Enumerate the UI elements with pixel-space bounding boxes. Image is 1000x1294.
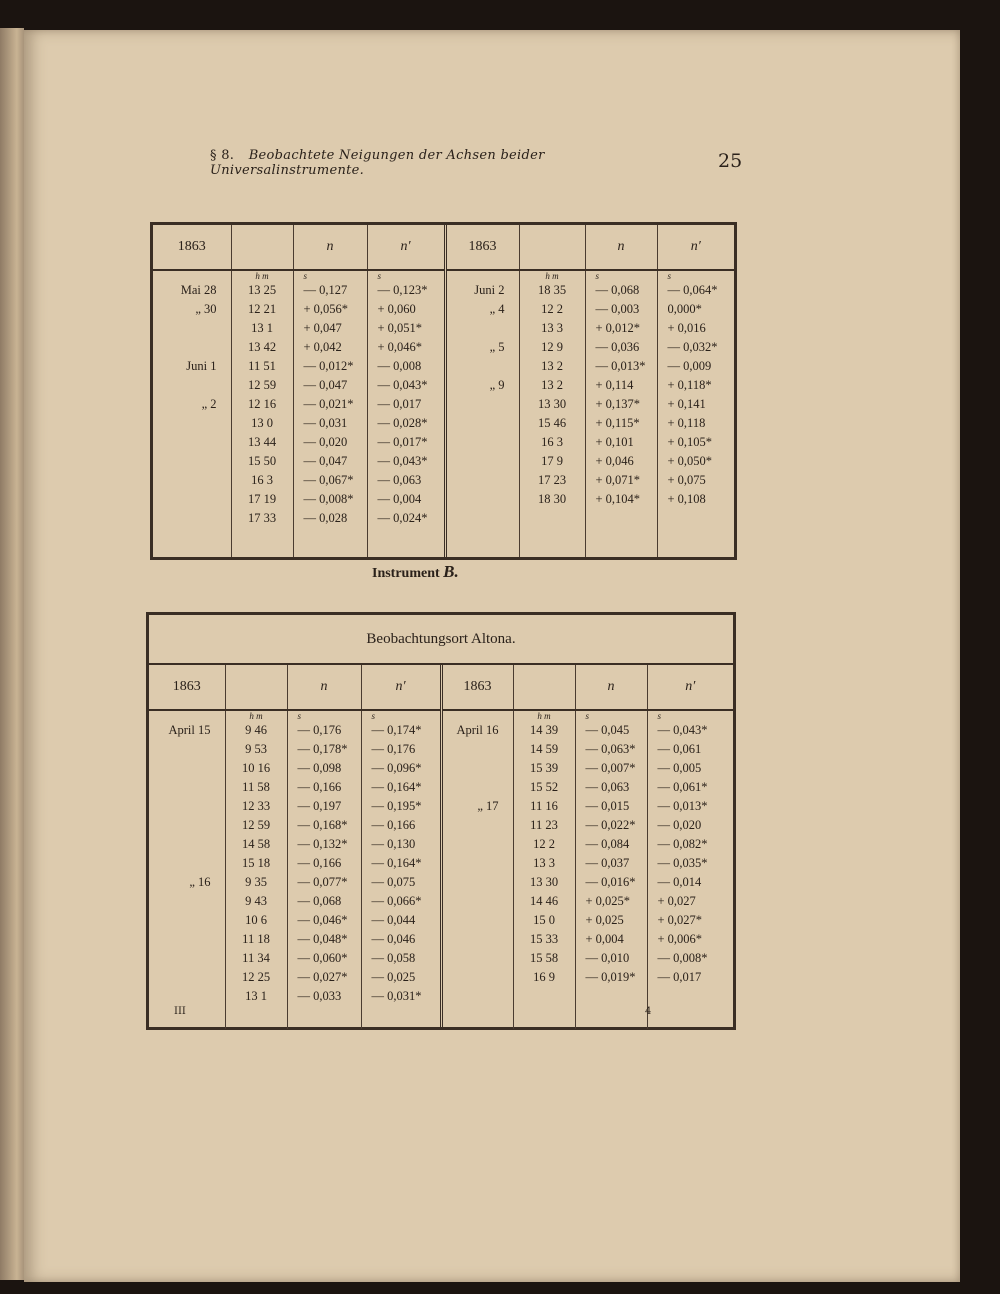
table-cell: — 0,027*: [297, 970, 348, 984]
table-cell: „ 9: [489, 378, 505, 392]
table-cell: „ 2: [201, 397, 217, 411]
table-cell: + 0,104*: [595, 492, 641, 506]
table-cell: — 0,012*: [303, 359, 354, 373]
table-cell: 17 33: [247, 511, 277, 525]
header-n: n: [585, 225, 657, 270]
table-cell: — 0,025: [371, 970, 416, 984]
unit-label: s: [585, 711, 590, 721]
table-cell: + 0,004: [585, 932, 624, 946]
table-cell: + 0,118*: [667, 378, 712, 392]
table-cell: 12 9: [541, 340, 563, 354]
table-cell: 15 52: [529, 780, 559, 794]
table-cell: 18 35: [537, 283, 567, 297]
col-n: [287, 710, 361, 1029]
header-time: [231, 225, 293, 270]
table-cell: + 0,141: [667, 397, 706, 411]
table-cell: [443, 949, 513, 968]
table-cell: — 0,014: [657, 875, 702, 889]
table-cell: [648, 987, 734, 1006]
table-cell: — 0,063: [585, 780, 630, 794]
table-cell: [447, 433, 519, 452]
table-cell: — 0,016*: [585, 875, 636, 889]
table-cell: — 0,007*: [585, 761, 636, 775]
table-cell: 11 34: [242, 951, 270, 965]
table-cell: [443, 911, 513, 930]
col-dates: [149, 710, 225, 1029]
table-cell: [149, 968, 225, 987]
col-dates: [153, 270, 231, 557]
table-cell: 15 39: [529, 761, 559, 775]
table-cell: 13 44: [247, 435, 277, 449]
table-cell: — 0,048*: [297, 932, 348, 946]
table-cell: — 0,060*: [297, 951, 348, 965]
table-cell: Juni 1: [186, 359, 217, 373]
table-cell: 13 3: [533, 856, 555, 870]
table-cell: „ 30: [195, 302, 217, 316]
unit-label: s: [297, 711, 302, 721]
table-cell: [153, 376, 231, 395]
table-cell: 15 0: [533, 913, 555, 927]
table-header-row: [153, 225, 734, 270]
table-cell: — 0,015: [585, 799, 630, 813]
table-cell: + 0,050*: [667, 454, 713, 468]
col-times: [513, 710, 575, 1029]
table-cell: + 0,012*: [595, 321, 641, 335]
table-cell: 14 46: [529, 894, 559, 908]
table-cell: 17 9: [541, 454, 563, 468]
table-cell: — 0,066*: [371, 894, 422, 908]
unit-label: s: [595, 271, 600, 281]
table-cell: [447, 357, 519, 376]
table-cell: + 0,101: [595, 435, 634, 449]
table-cell: Mai 28: [180, 283, 217, 297]
header-time: [519, 225, 585, 270]
table-cell: [149, 854, 225, 873]
unit-label: h m: [545, 271, 559, 281]
col-n-prime: [367, 270, 445, 557]
table-cell: — 0,017: [377, 397, 422, 411]
unit-label: h m: [537, 711, 551, 721]
table-cell: + 0,006*: [657, 932, 703, 946]
table-cell: + 0,137*: [595, 397, 641, 411]
table-cell: + 0,060: [377, 302, 416, 316]
table-cell: [149, 949, 225, 968]
table-cell: 13 1: [245, 989, 267, 1003]
table-cell: + 0,108: [667, 492, 706, 506]
unit-label: h m: [255, 271, 269, 281]
table-cell: [149, 911, 225, 930]
table-cell: — 0,168*: [297, 818, 348, 832]
table-cell: — 0,096*: [371, 761, 422, 775]
table-cell: [153, 509, 231, 528]
table-cell: [443, 835, 513, 854]
table-cell: — 0,075: [371, 875, 416, 889]
table-cell: 12 2: [541, 302, 563, 316]
table-cell: April 15: [168, 723, 211, 737]
table-cell: [149, 759, 225, 778]
table-caption: Beobachtungsort Altona.: [149, 615, 733, 665]
table-cell: [443, 987, 513, 1006]
table-cell: 10 16: [241, 761, 271, 775]
table-cell: „ 16: [189, 875, 211, 889]
instrument-heading: [372, 562, 459, 582]
table-cell: + 0,042: [303, 340, 342, 354]
unit-label: s: [667, 271, 672, 281]
table-cell: — 0,022*: [585, 818, 636, 832]
table-cell: [576, 987, 647, 1006]
table-cell: 16 3: [251, 473, 273, 487]
table-cell: 16 9: [533, 970, 555, 984]
table-cell: — 0,020: [657, 818, 702, 832]
col-times: [519, 270, 585, 557]
table-cell: 11 16: [530, 799, 558, 813]
table-cell: 11 58: [242, 780, 270, 794]
sheet-number: 4: [645, 1006, 652, 1017]
table-cell: — 0,031*: [371, 989, 422, 1003]
table-cell: — 0,017: [657, 970, 702, 984]
table-cell: — 0,098: [297, 761, 342, 775]
table-cell: 13 2: [541, 359, 563, 373]
table-cell: + 0,115*: [595, 416, 640, 430]
table-cell: [447, 471, 519, 490]
table-cell: [149, 797, 225, 816]
table-cell: + 0,027*: [657, 913, 703, 927]
instrument-letter: B.: [443, 562, 459, 581]
header-n: n: [293, 225, 367, 270]
header-n-prime: n′: [361, 665, 441, 710]
table-cell: 9 35: [245, 875, 267, 889]
header-n-prime: n′: [367, 225, 445, 270]
table-cell: + 0,047: [303, 321, 342, 335]
table-cell: — 0,013*: [657, 799, 708, 813]
table-cell: [149, 778, 225, 797]
table-body-row: [153, 270, 734, 557]
table-cell: [443, 816, 513, 835]
unit-spacer: [153, 271, 231, 281]
table-cell: — 0,021*: [303, 397, 354, 411]
table-cell: [443, 968, 513, 987]
table-cell: 13 30: [529, 875, 559, 889]
table-cell: + 0,114: [595, 378, 634, 392]
table-cell: + 0,056*: [303, 302, 349, 316]
unit-spacer: [149, 711, 225, 721]
table-cell: + 0,105*: [667, 435, 713, 449]
table-cell: — 0,047: [303, 454, 348, 468]
unit-spacer: [443, 711, 513, 721]
table-cell: — 0,046: [371, 932, 416, 946]
table-cell: — 0,031: [303, 416, 348, 430]
table-cell: — 0,043*: [377, 378, 428, 392]
col-n-prime: [647, 710, 733, 1029]
col-times: [225, 710, 287, 1029]
col-dates: [441, 710, 513, 1029]
header-time: [225, 665, 287, 710]
table-cell: April 16: [456, 723, 499, 737]
table-cell: + 0,051*: [377, 321, 423, 335]
table-cell: — 0,178*: [297, 742, 348, 756]
col-n-prime: [361, 710, 441, 1029]
table-cell: [447, 490, 519, 509]
unit-spacer: [447, 271, 519, 281]
table-cell: 13 30: [537, 397, 567, 411]
table-cell: — 0,084: [585, 837, 630, 851]
table-cell: — 0,164*: [371, 856, 422, 870]
table-cell: — 0,043*: [657, 723, 708, 737]
table-cell: + 0,025*: [585, 894, 631, 908]
table-cell: — 0,028: [303, 511, 348, 525]
table-instrument-a: [150, 222, 737, 560]
table-cell: — 0,197: [297, 799, 342, 813]
table-cell: + 0,046*: [377, 340, 423, 354]
table-cell: — 0,195*: [371, 799, 422, 813]
table-cell: [520, 509, 585, 528]
table-cell: — 0,035*: [657, 856, 708, 870]
unit-label: s: [377, 271, 382, 281]
table-cell: 11 23: [530, 818, 558, 832]
table-cell: „ 17: [477, 799, 499, 813]
table-header-row: [149, 665, 733, 710]
table-cell: — 0,047: [303, 378, 348, 392]
table-cell: — 0,061: [657, 742, 702, 756]
table-cell: 18 30: [537, 492, 567, 506]
table-cell: 12 21: [247, 302, 277, 316]
table-cell: — 0,166: [297, 856, 342, 870]
table-cell: [153, 433, 231, 452]
table-cell: [149, 816, 225, 835]
table-cell: 13 25: [247, 283, 277, 297]
table-cell: — 0,043*: [377, 454, 428, 468]
table-cell: [447, 414, 519, 433]
header-time: [513, 665, 575, 710]
table-cell: — 0,045: [585, 723, 630, 737]
running-title: Beobachtete Neigungen der Achsen beider Universalinstrumente.: [210, 148, 545, 178]
table-cell: 13 0: [251, 416, 273, 430]
table-cell: „ 5: [489, 340, 505, 354]
table-cell: — 0,008*: [657, 951, 708, 965]
col-n: [575, 710, 647, 1029]
table-cell: — 0,132*: [297, 837, 348, 851]
table-cell: Juni 2: [474, 283, 505, 297]
table-cell: — 0,063*: [585, 742, 636, 756]
table-cell: — 0,176: [297, 723, 342, 737]
table-cell: [586, 509, 657, 528]
table-cell: [447, 452, 519, 471]
table-cell: [149, 892, 225, 911]
table-cell: — 0,019*: [585, 970, 636, 984]
table-cell: — 0,013*: [595, 359, 646, 373]
table-cell: — 0,020: [303, 435, 348, 449]
table-cell: — 0,037: [585, 856, 630, 870]
table-cell: — 0,068: [595, 283, 640, 297]
table-cell: + 0,025: [585, 913, 624, 927]
table-cell: [153, 338, 231, 357]
table-cell: 13 2: [541, 378, 563, 392]
table-cell: — 0,004: [377, 492, 422, 506]
table-cell: — 0,164*: [371, 780, 422, 794]
table-cell: [443, 740, 513, 759]
signature-mark: III: [174, 1006, 186, 1017]
table-cell: [443, 873, 513, 892]
col-n: [585, 270, 657, 557]
table-cell: [443, 930, 513, 949]
table-cell: + 0,071*: [595, 473, 641, 487]
table-cell: 13 1: [251, 321, 273, 335]
col-times: [231, 270, 293, 557]
table-cell: — 0,024*: [377, 511, 428, 525]
table-cell: [149, 987, 225, 1006]
table-cell: — 0,127: [303, 283, 348, 297]
table-cell: — 0,130: [371, 837, 416, 851]
table-cell: — 0,068: [297, 894, 342, 908]
facing-page-edge: [0, 28, 24, 1280]
table-cell: 0,000*: [667, 302, 702, 316]
table-cell: [149, 835, 225, 854]
table-cell: 10 6: [245, 913, 267, 927]
table-cell: — 0,166: [371, 818, 416, 832]
table-cell: — 0,174*: [371, 723, 422, 737]
table-cell: [153, 471, 231, 490]
table-cell: — 0,008*: [303, 492, 354, 506]
unit-label: s: [371, 711, 376, 721]
table-cell: 9 46: [245, 723, 267, 737]
table-cell: 15 58: [529, 951, 559, 965]
table-cell: „ 4: [489, 302, 505, 316]
table-cell: — 0,061*: [657, 780, 708, 794]
table-cell: 12 33: [241, 799, 271, 813]
table-cell: 16 3: [541, 435, 563, 449]
table-cell: + 0,027: [657, 894, 696, 908]
table-instrument-b: [146, 612, 736, 1030]
col-n: [293, 270, 367, 557]
table-cell: — 0,009: [667, 359, 712, 373]
table-cell: 11 18: [242, 932, 270, 946]
table-cell: — 0,044: [371, 913, 416, 927]
table-cell: [658, 509, 735, 528]
table-cell: — 0,028*: [377, 416, 428, 430]
table-cell: 9 43: [245, 894, 267, 908]
table-cell: 17 23: [537, 473, 567, 487]
instrument-label: Instrument: [372, 566, 440, 581]
table-cell: — 0,082*: [657, 837, 708, 851]
table-cell: — 0,063: [377, 473, 422, 487]
table-cell: 15 46: [537, 416, 567, 430]
table-cell: + 0,016: [667, 321, 706, 335]
table-cell: 14 39: [529, 723, 559, 737]
table-body-row: [149, 710, 733, 1029]
table-cell: + 0,075: [667, 473, 706, 487]
table-cell: — 0,032*: [667, 340, 718, 354]
table-cell: 14 59: [529, 742, 559, 756]
table-cell: — 0,058: [371, 951, 416, 965]
table-cell: — 0,176: [371, 742, 416, 756]
table-cell: — 0,046*: [297, 913, 348, 927]
running-head: [210, 148, 690, 178]
table-cell: 15 50: [247, 454, 277, 468]
table-cell: 13 42: [247, 340, 277, 354]
table-cell: — 0,067*: [303, 473, 354, 487]
col-dates: [445, 270, 519, 557]
table-cell: [153, 414, 231, 433]
table-cell: [443, 778, 513, 797]
col-n-prime: [657, 270, 734, 557]
table-cell: — 0,008: [377, 359, 422, 373]
header-n-prime: n′: [657, 225, 734, 270]
table-cell: — 0,166: [297, 780, 342, 794]
table-cell: [149, 740, 225, 759]
table-cell: + 0,046: [595, 454, 634, 468]
table-cell: 14 58: [241, 837, 271, 851]
table-cell: 12 2: [533, 837, 555, 851]
table-cell: + 0,118: [667, 416, 706, 430]
header-year: 1863: [149, 665, 225, 710]
table-cell: — 0,010: [585, 951, 630, 965]
table-cell: 17 19: [247, 492, 277, 506]
table-cell: [443, 759, 513, 778]
unit-label: h m: [249, 711, 263, 721]
table-cell: [443, 854, 513, 873]
table-cell: 12 25: [241, 970, 271, 984]
table-cell: — 0,005: [657, 761, 702, 775]
section-number: § 8.: [210, 148, 235, 163]
table-cell: [447, 509, 519, 528]
table-cell: 11 51: [248, 359, 276, 373]
header-n: n: [575, 665, 647, 710]
header-year: 1863: [445, 225, 519, 270]
table-cell: 9 53: [245, 742, 267, 756]
table-cell: 15 33: [529, 932, 559, 946]
table-cell: — 0,036: [595, 340, 640, 354]
header-year: 1863: [153, 225, 231, 270]
table-cell: — 0,003: [595, 302, 640, 316]
table-cell: [149, 930, 225, 949]
table-cell: — 0,017*: [377, 435, 428, 449]
table-cell: [153, 452, 231, 471]
table-cell: 15 18: [241, 856, 271, 870]
table-cell: [514, 987, 575, 1006]
page-number: 25: [718, 150, 743, 172]
table-cell: [153, 319, 231, 338]
table-cell: 12 59: [247, 378, 277, 392]
table-cell: — 0,033: [297, 989, 342, 1003]
header-n: n: [287, 665, 361, 710]
table-cell: [447, 395, 519, 414]
unit-label: s: [303, 271, 308, 281]
table-cell: [153, 490, 231, 509]
table-cell: 13 3: [541, 321, 563, 335]
table-cell: 12 16: [247, 397, 277, 411]
header-year: 1863: [441, 665, 513, 710]
table-cell: [447, 319, 519, 338]
unit-label: s: [657, 711, 662, 721]
header-n-prime: n′: [647, 665, 733, 710]
table-cell: — 0,077*: [297, 875, 348, 889]
table-cell: — 0,064*: [667, 283, 718, 297]
table-cell: [443, 892, 513, 911]
table-cell: 12 59: [241, 818, 271, 832]
table-cell: — 0,123*: [377, 283, 428, 297]
